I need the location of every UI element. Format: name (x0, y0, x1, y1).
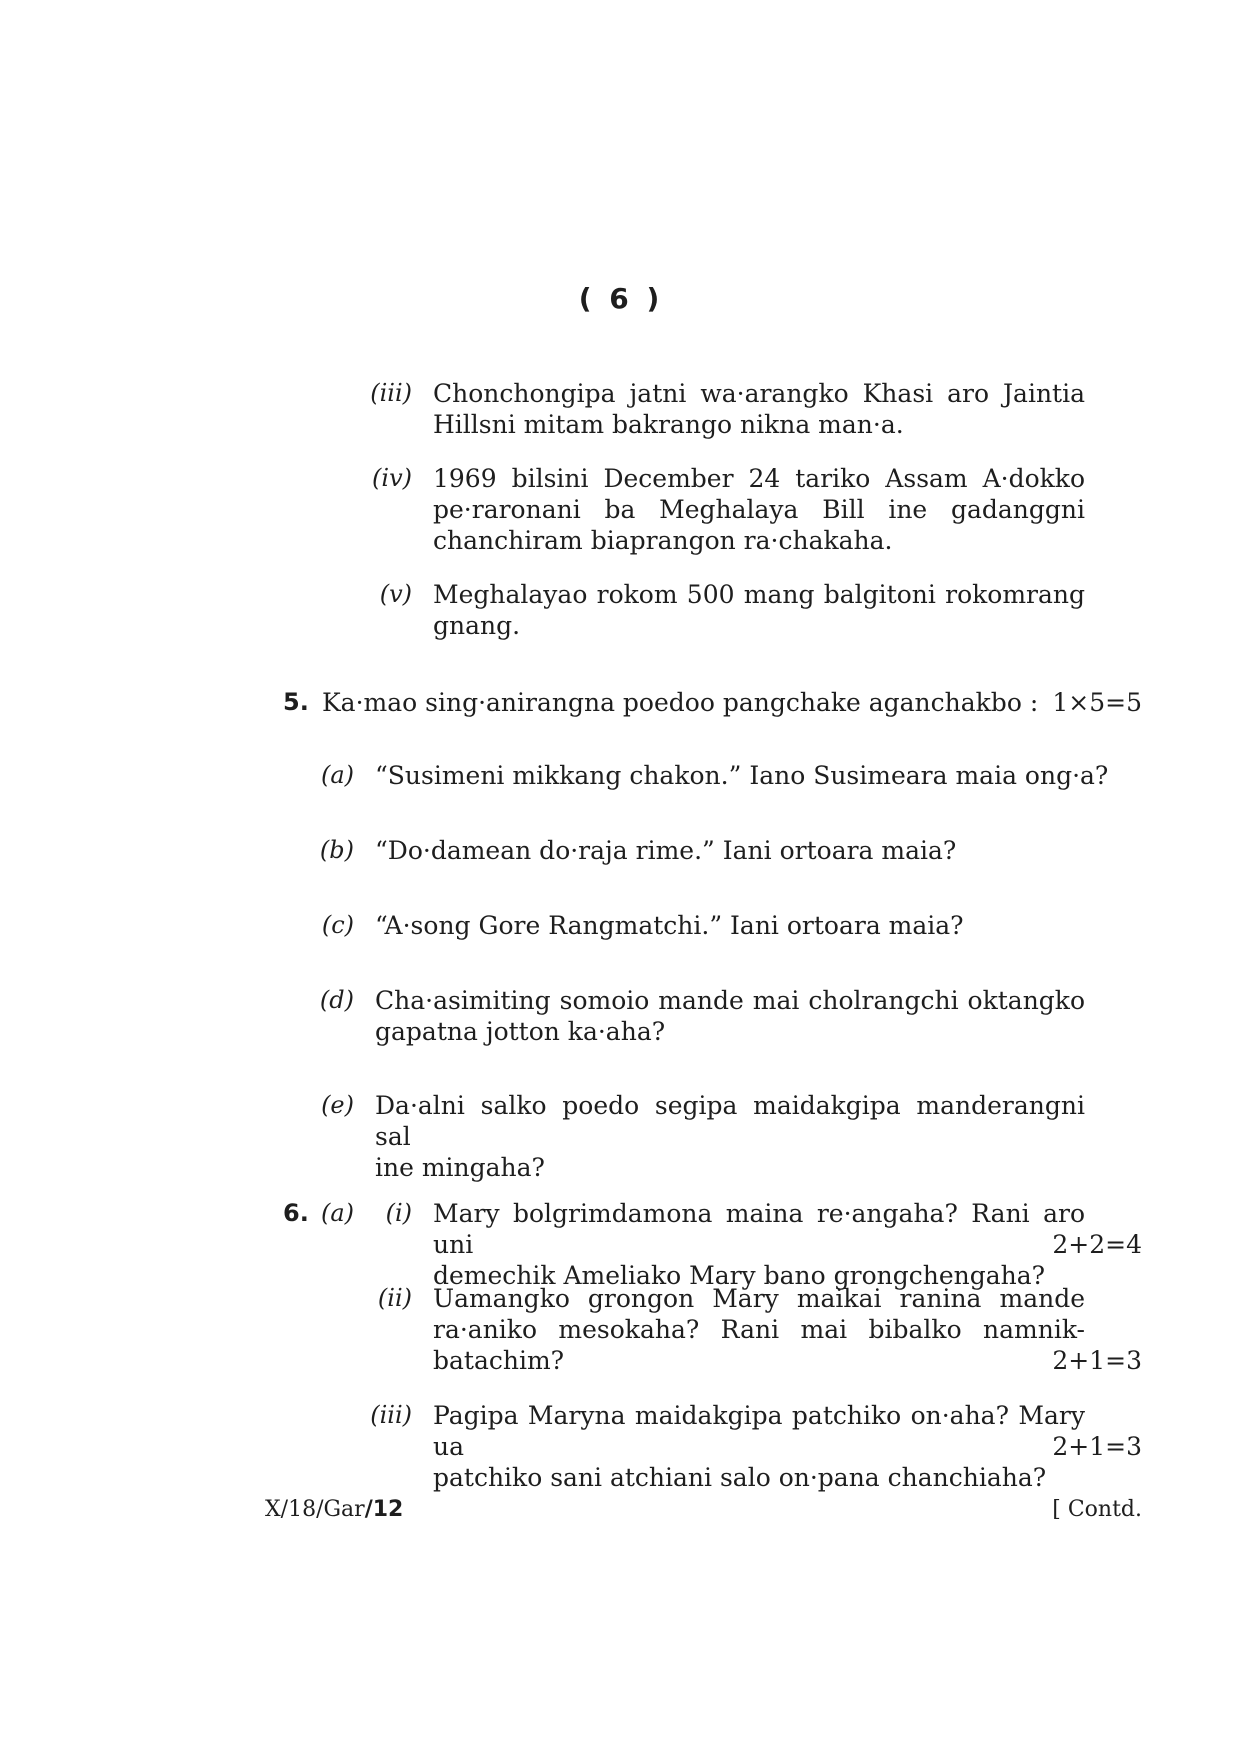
text-line: Meghalayao rokom 500 mang balgitoni rokomrang (433, 580, 1085, 609)
text-line: Mary bolgrimdamona maina re·angaha? Rani aro uni (433, 1199, 1085, 1259)
text-line: ine mingaha? (375, 1153, 545, 1182)
text-line: patchiko sani atchiani salo on·pana chanchiaha? (433, 1463, 1047, 1492)
item-text (433, 378, 1085, 440)
item-text (375, 835, 1095, 866)
item-label: (v) (379, 580, 412, 608)
paper-code (265, 1496, 403, 1524)
text-line: Hillsni mitam bakrango nikna man·a. (433, 410, 904, 439)
item-label: (ii) (377, 1284, 412, 1312)
item-text (433, 463, 1085, 556)
item-label: (c) (321, 911, 354, 939)
item-text (433, 579, 1085, 641)
text-line: Uamangko grongon Mary maikai ranina mande (433, 1284, 1085, 1313)
item-label: (iii) (370, 379, 412, 407)
item-label: (iii) (370, 1401, 412, 1429)
item-text (433, 1198, 1085, 1291)
text-line: “A·song Gore Rangmatchi.” Iani ortoara maia? (375, 911, 964, 940)
item-text (433, 1400, 1085, 1493)
item-text (375, 760, 1109, 791)
text-line: chanchiram biaprangon ra·chakaha. (433, 526, 893, 555)
text-line: batachim? (433, 1346, 565, 1375)
text-line: gapatna jotton ka·aha? (375, 1017, 666, 1046)
marks: 2+2=4 (1052, 1230, 1142, 1259)
item-label: (d) (319, 986, 354, 1014)
text-line: demechik Ameliako Mary bano grongchengaha? (433, 1261, 1046, 1290)
paper-code-page: /12 (364, 1497, 404, 1522)
item-label: (e) (321, 1091, 354, 1119)
marks: 1×5=5 (1052, 688, 1142, 717)
text-line: Da·alni salko poedo segipa maidakgipa manderangni sal (375, 1091, 1085, 1151)
question-number: 5. (283, 688, 309, 716)
text-line: Cha·asimiting somoio mande mai cholrangchi oktangko (375, 986, 1085, 1015)
marks: 2+1=3 (1052, 1346, 1142, 1375)
page-number: ( 6 ) (578, 282, 664, 315)
text-line: pe·raronani ba Meghalaya Bill ine gadanggni (433, 495, 1085, 524)
text-line: “Do·damean do·raja rime.” Iani ortoara maia? (375, 836, 957, 865)
text-line: gnang. (433, 611, 521, 640)
item-text (375, 1090, 1085, 1183)
text-line: ra·aniko mesokaha? Rani mai bibalko namnik- (433, 1315, 1085, 1344)
text-line: 1969 bilsini December 24 tariko Assam A·dokko (433, 464, 1085, 493)
text-line: Chonchongipa jatni wa·arangko Khasi aro Jaintia (433, 379, 1085, 408)
item-text (433, 1283, 1085, 1376)
text-line: “Susimeni mikkang chakon.” Iano Susimeara maia ong·a? (375, 761, 1109, 790)
paper-code-prefix: X/18/Gar (265, 1497, 365, 1522)
item-text (375, 910, 1095, 941)
part-label: (a) (320, 1199, 354, 1227)
item-label: (b) (319, 836, 354, 864)
item-label: (i) (385, 1199, 412, 1227)
question-number: 6. (283, 1199, 309, 1227)
text-line: Pagipa Maryna maidakgipa patchiko on·aha? Mary ua (433, 1401, 1085, 1461)
item-label: (iv) (372, 464, 412, 492)
marks: 2+1=3 (1052, 1432, 1142, 1461)
item-text (375, 985, 1085, 1047)
item-label: (a) (320, 761, 354, 789)
question-text: Ka·mao sing·anirangna poedoo pangchake aganchakbo : (322, 688, 1039, 717)
continued-label: [ Contd. (1052, 1497, 1142, 1522)
